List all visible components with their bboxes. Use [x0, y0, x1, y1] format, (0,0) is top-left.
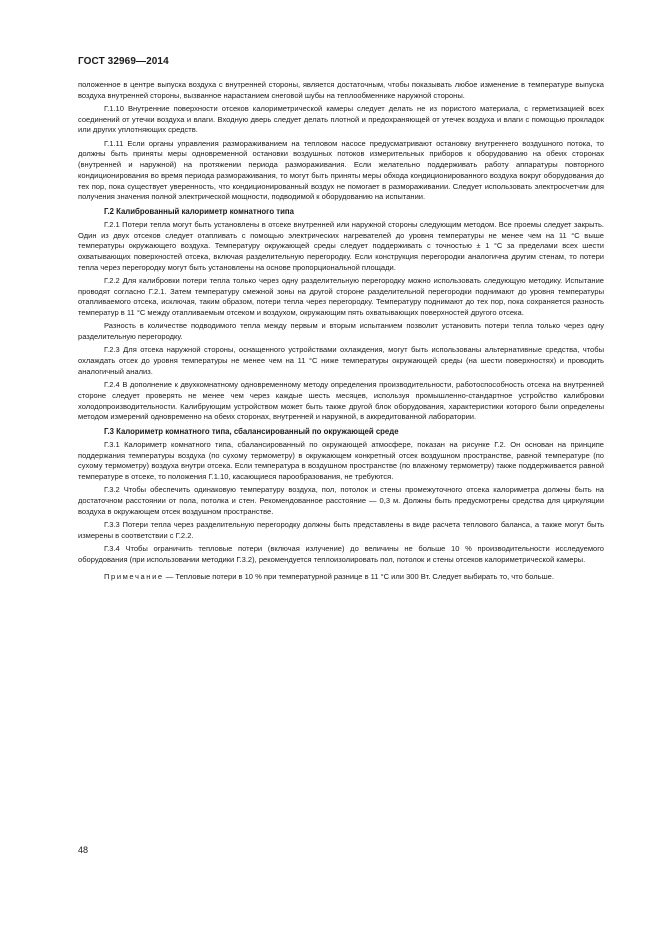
paragraph: положенное в центре выпуска воздуха с внутренней стороны, является достаточным, чтобы показывать любое изменение в температуре выпуска воздуха внутренней стороны, вызванное нарастанием снеговой шубы на теплообменнике наружной стороны.: [78, 80, 604, 100]
paragraph: Разность в количестве подводимого тепла между первым и вторым испытанием позволит установить потери тепла только через одну разделительную перегородку.: [78, 321, 604, 342]
section-heading: Г.3 Калориметр комнатного типа, сбалансированный по окружающей среде: [104, 426, 399, 436]
document-body: [78, 80, 604, 586]
paragraph: Г.3.2 Чтобы обеспечить одинаковую температуру воздуха, пол, потолок и стены промежуточного отсека калориметра должны быть на достаточном расстоянии от пола, потолка и стен. Рекомендованное расстояние — 0,3 м. Должны быть предусмотрены средства для циркуляции воздуха в окружающем отсек воздушном пространстве.: [78, 485, 604, 516]
paragraph: Г.2.1 Потери тепла могут быть установлены в отсеке внутренней или наружной стороны следующим методом. Все проемы следует закрыть. Один из двух отсеков следует отапливать с помощью электрических нагревателей до уровня температуры не менее чем на 11 °С выше температуры окружающего воздуха. Температуру окружающей среды следует поддерживать с точностью ± 1 °С за пределами всех шести охватывающих поверхностей отсека, включая разделительную перегородку. Если конструкция перегородки аналогична другим стенам, то потери тепла через перегородку могут быть установлены на основе пропорциональной площади.: [78, 219, 604, 272]
page-number: 48: [78, 845, 89, 855]
note-label: Примечание: [104, 572, 164, 582]
paragraph: Г.1.10 Внутренние поверхности отсеков калориметрической камеры следует делать не из пористого материала, с герметизацией всех соединений от утечки воздуха и влаги. Входную дверь следует делать плотной и предохраняющей от утечек воздуха и влаги с помощью прокладок или других уплотняющих средств.: [78, 104, 604, 135]
paragraph: Г.3.1 Калориметр комнатного типа, сбалансированный по окружающей атмосфере, показан на рисунке Г.2. Он основан на принципе поддержания температуры воздуха (по сухому термометру) в окружающем конкретный отсек воздушном пространстве, равной температуре (по сухому термометру) воздуха внутри отсека. Если температура в воздушном пространстве (по влажному термометру) также поддерживается равной температуре в отсеке, то положения Г.1.10, касающиеся парообразования, не требуются.: [78, 439, 604, 482]
note-text: — Тепловые потери в 10 % при температурной разнице в 11 °С или 300 Вт. Следует выбирать то, что больше.: [163, 572, 554, 582]
paragraph: Г.2.3 Для отсека наружной стороны, оснащенного устройствами охлаждения, могут быть использованы альтернативные средства, чтобы охлаждать отсек до уровня температуры не менее чем на 11 °С ниже температуры окружающей среды (на шести поверхностях) и проводить аналогичный анализ.: [78, 345, 604, 376]
standard-header: ГОСТ 32969—2014: [78, 56, 169, 67]
section-heading: Г.2 Калиброванный калориметр комнатного типа: [104, 206, 294, 216]
paragraph: Г.2.2 Для калибровки потери тепла только через одну разделительную перегородку можно использовать следующую методику. Испытание проводят согласно Г.2.1. Затем температуру смежной зоны на другой стороне разделительной перегородки поднимают до уровня температуры отапливаемого отсека, исключая, таким образом, потери тепла через перегородку. Температуру поднимают до тех пор, пока сохраняется разность температур в 11 °С между отапливаемым отсеком и воздухом, окружающим пять охватывающих поверхностей другого отсека.: [78, 276, 604, 318]
paragraph: Г.3.4 Чтобы ограничить тепловые потери (включая излучение) до величины не больше 10 % производительности исследуемого оборудования (при использовании методики Г.3.2), рекомендуется теплоизолировать пол, потолок и стены отсеков калориметрической камеры.: [78, 544, 604, 564]
note-paragraph: [78, 572, 604, 583]
paragraph: Г.3.3 Потери тепла через разделительную перегородку должны быть представлены в виде расчета теплового баланса, а также могут быть измерены в соответствии с Г.2.2.: [78, 520, 604, 540]
paragraph: Г.1.11 Если органы управления размораживанием на тепловом насосе предусматривают остановку внутреннего воздушного потока, то должны быть приняты меры одновременной остановки воздушных потоков измерительных приборов к оборудованию на обеих сторонах (внутренней и наружной) на протяжении периода размораживания. Если желательно поддерживать работу аппаратуры повторного кондиционирования во время периода размораживания, то могут быть приняты меры обхода кондиционированного воздуха вокруг оборудования до тех пор, пока существует уверенность, что кондиционированный воздух не помогает в размораживании. Следует использовать электросчетчик для получения значения полной электрической мощности, подводимой к оборудованию на испытании.: [78, 138, 604, 202]
paragraph: Г.2.4 В дополнение к двухкомнатному одновременному методу определения производительности, работоспособность отсека на внутренней стороне следует проверять не менее чем через каждые шесть месяцев, используя промышленно-стандартное устройство калибровки холодопроизводительности. Калибрующим устройством может быть также другой блок оборудования, характеристики которого были определены методом измерений одновременно на обеих сторонах, внутренней и наружной, в аккредитованной лаборатории.: [78, 380, 604, 422]
